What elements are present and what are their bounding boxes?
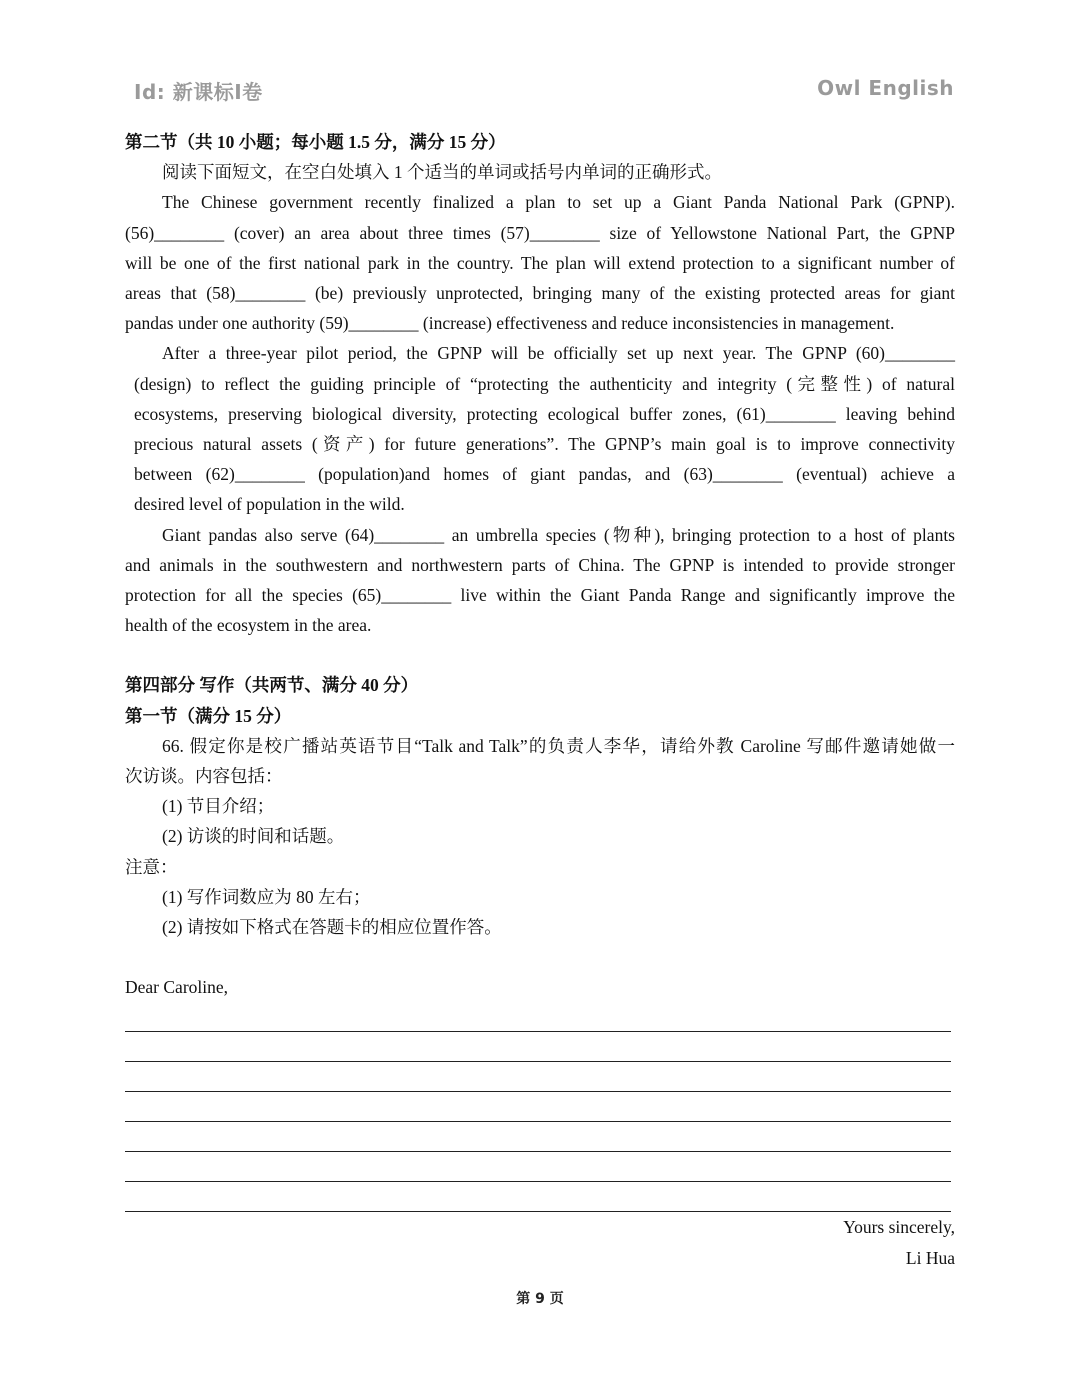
answer-line[interactable]: [125, 1152, 951, 1182]
passage-line: (design) to reflect the guiding principle of “protecting the authenticity and integrity (完整性) of natural: [134, 373, 955, 394]
passage-paragraph-1: [125, 187, 955, 338]
answer-line[interactable]: [125, 1182, 951, 1212]
answer-line[interactable]: [125, 1032, 951, 1062]
letter-signature: Li Hua: [905, 1247, 955, 1268]
passage-line: pandas under one authority (59)________ (increase) effectiveness and reduce inconsistencies in management.: [125, 313, 895, 334]
passage-line: After a three-year pilot period, the GPNP will be officially set up next year. The GPNP (60)________: [162, 343, 955, 364]
passage-line: will be one of the first national park in the country. The plan will extend protection to a significant number of: [125, 252, 955, 273]
passage-line: and animals in the southwestern and northwestern parts of China. The GPNP is intended to provide stronger: [125, 554, 955, 575]
passage-line: (56)________ (cover) an area about three times (57)________ size of Yellowstone National Part, the GPNP: [125, 222, 955, 243]
letter-closing: Yours sincerely,: [843, 1217, 955, 1238]
writing-task-line: 次访谈。内容包括：: [125, 766, 283, 787]
passage-line: areas that (58)________ (be) previously unprotected, bringing many of the existing protected areas for giant: [125, 283, 955, 304]
note-item: (2) 请按如下格式在答题卡的相应位置作答。: [162, 917, 502, 938]
passage-line: desired level of population in the wild.: [134, 494, 405, 515]
part4-heading: 第四部分 写作（共两节、满分 40 分）: [125, 675, 419, 696]
task-item: (2) 访谈的时间和话题。: [162, 826, 345, 847]
writing-task-line: 66. 假定你是校广播站英语节目“Talk and Talk”的负责人李华，请给外教 Caroline 写邮件邀请她做一: [162, 735, 955, 756]
passage-paragraph-2: [125, 338, 955, 519]
section2-instruction: 阅读下面短文，在空白处填入 1 个适当的单词或括号内单词的正确形式。: [162, 162, 722, 183]
header-brand: Owl English: [817, 76, 954, 100]
passage-line: precious natural assets (资产) for future generations”. The GPNP’s main goal is to improve connectivity: [134, 434, 955, 455]
passage-line: ecosystems, preserving biological diversity, protecting ecological buffer zones, (61)________ leaving behind: [134, 403, 955, 424]
document-body: [125, 127, 955, 1273]
page-number: 第 9 页: [516, 1291, 564, 1307]
passage-line: protection for all the species (65)________ live within the Giant Panda Range and significantly improve the: [125, 585, 955, 606]
answer-line[interactable]: [125, 1002, 951, 1032]
task-item: (1) 节目介绍；: [162, 796, 275, 817]
answer-line[interactable]: [125, 1122, 951, 1152]
letter-salutation: Dear Caroline,: [125, 977, 229, 998]
passage-paragraph-3: [125, 520, 955, 641]
passage-line: between (62)________ (population)and homes of giant pandas, and (63)________ (eventual) achieve a: [134, 464, 955, 485]
answer-line[interactable]: [125, 1062, 951, 1092]
header-id-label: Id: 新课标I卷: [134, 80, 263, 104]
answer-lines: [125, 1002, 955, 1212]
passage-line: Giant pandas also serve (64)________ an umbrella species (物种), bringing protection to a host of plants: [162, 524, 955, 545]
part4-subheading: 第一节（满分 15 分）: [125, 705, 292, 726]
answer-line[interactable]: [125, 1092, 951, 1122]
section2-heading: 第二节（共 10 小题；每小题 1.5 分，满分 15 分）: [125, 132, 506, 152]
note-label: 注意：: [125, 856, 178, 877]
passage-line: The Chinese government recently finalized a plan to set up a Giant Panda National Park (GPNP).: [162, 192, 955, 213]
note-item: (1) 写作词数应为 80 左右；: [162, 886, 371, 907]
passage-line: health of the ecosystem in the area.: [125, 615, 372, 636]
